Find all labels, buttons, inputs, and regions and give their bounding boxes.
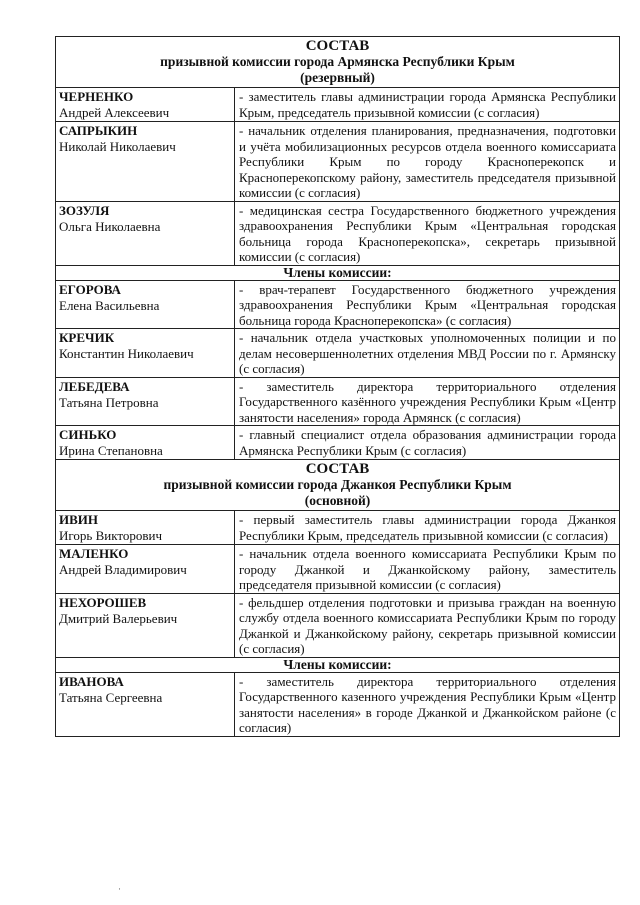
person-surname: ЗОЗУЛЯ: [59, 202, 110, 218]
person-name-cell: [56, 426, 235, 459]
person-role: - начальник отдела военного комиссариата Республики Крым по городу Джанкой и Джанкойскому району, заместитель председателя призывной комиссии (с согласия): [239, 546, 616, 592]
section-title: СОСТАВ: [305, 461, 370, 477]
table-row: [56, 426, 619, 460]
table-row: [56, 511, 619, 545]
person-name-cell: [56, 594, 235, 657]
person-role: - врач-терапевт Государственного бюджетного учреждения здравоохранения Республики Крым «Центральная городская больница города Красноперекопска» (с согласия): [239, 281, 616, 328]
person-surname: ИВИН: [59, 512, 99, 527]
section-kind: (основной): [304, 493, 371, 508]
section-header-dzhankoy: [56, 460, 619, 511]
table-row: [56, 545, 619, 594]
person-name-cell: [56, 202, 235, 265]
person-surname: ЕГОРОВА: [59, 281, 121, 297]
table-row: [56, 378, 619, 427]
person-name-cell: [56, 545, 235, 593]
table-row: [56, 673, 619, 737]
section-header-armyansk: [56, 37, 619, 88]
table-row: [56, 122, 619, 202]
person-given-name: Татьяна Петровна: [59, 394, 159, 410]
person-given-name: Николай Николаевич: [59, 139, 176, 154]
members-heading: Члены комиссии:: [56, 658, 619, 673]
scan-speck: ·: [118, 884, 121, 894]
section-subtitle: призывной комиссии города Армянска Республики Крым: [160, 54, 515, 69]
person-name-cell: [56, 511, 235, 544]
person-role: - начальник отделения планирования, предназначения, подготовки и учёта мобилизационных ресурсов отдела военного комиссариата Республики Крым по городу Красноперекопск и Красноперекопскому району, заместитель председателя призывной комиссии (с согласия): [239, 123, 616, 200]
person-given-name: Ольга Николаевна: [59, 218, 161, 234]
person-given-name: Андрей Алексеевич: [59, 105, 170, 120]
section-kind: (резервный): [300, 70, 375, 85]
person-given-name: Татьяна Сергеевна: [59, 689, 163, 705]
person-given-name: Елена Васильевна: [59, 297, 160, 313]
person-surname: НЕХОРОШЕВ: [59, 594, 147, 610]
person-name-cell: [56, 281, 235, 329]
person-name-cell: [56, 329, 235, 377]
person-name-cell: [56, 378, 235, 426]
section-title: СОСТАВ: [305, 38, 370, 54]
table-row: [56, 202, 619, 266]
person-given-name: Константин Николаевич: [59, 346, 194, 361]
person-role: - начальник отдела участковых уполномоченных полиции и по делам несовершеннолетних отделения МВД России по г. Армянску (с согласия): [239, 330, 616, 376]
members-heading: Члены комиссии:: [56, 266, 619, 281]
person-role: - первый заместитель главы администрации города Джанкоя Республики Крым, председатель призывной комиссии (с согласия): [239, 512, 616, 543]
table-row: [56, 329, 619, 378]
person-given-name: Андрей Владимирович: [59, 562, 187, 577]
person-role: - фельдшер отделения подготовки и призыва граждан на военную службу отдела военного комиссариата Республики Крым по городу Джанкой и Джанкойскому району, секретарь призывной комиссии (с согласия): [239, 594, 616, 656]
person-given-name: Ирина Степановна: [59, 443, 163, 458]
person-surname: СИНЬКО: [59, 427, 117, 442]
table-row: [56, 88, 619, 122]
person-surname: МАЛЕНКО: [59, 546, 129, 561]
person-role: - заместитель главы администрации города Армянска Республики Крым, председатель призывной комиссии (с согласия): [239, 89, 616, 120]
person-surname: ЛЕБЕДЕВА: [59, 378, 130, 394]
section-subtitle: призывной комиссии города Джанкоя Республики Крым: [163, 477, 512, 492]
table-row: [56, 594, 619, 658]
commission-document: [55, 36, 620, 737]
person-name-cell: [56, 673, 235, 736]
person-surname: ИВАНОВА: [59, 673, 124, 689]
person-surname: ЧЕРНЕНКО: [59, 89, 134, 104]
person-given-name: Дмитрий Валерьевич: [59, 610, 178, 626]
person-role: - заместитель директора территориального отделения Государственного казенного учреждения Республики Крым «Центр занятости населения» в городе Джанкой и Джанкойском районе (с согласия): [239, 673, 616, 735]
person-surname: САПРЫКИН: [59, 123, 138, 138]
person-role: - медицинская сестра Государственного бюджетного учреждения здравоохранения Республики Крым «Центральная городская больница города Красноперекопска», секретарь призывной комиссии (с согласия): [239, 202, 616, 264]
person-role: - главный специалист отдела образования администрации города Армянска Республики Крым (с согласия): [239, 427, 616, 458]
person-surname: КРЕЧИК: [59, 330, 115, 345]
person-name-cell: [56, 122, 235, 201]
person-name-cell: [56, 88, 235, 121]
person-given-name: Игорь Викторович: [59, 528, 162, 543]
table-row: [56, 281, 619, 330]
person-role: - заместитель директора территориального отделения Государственного казённого учреждения Республики Крым «Центр занятости населения» города Армянск (с согласия): [239, 378, 616, 425]
